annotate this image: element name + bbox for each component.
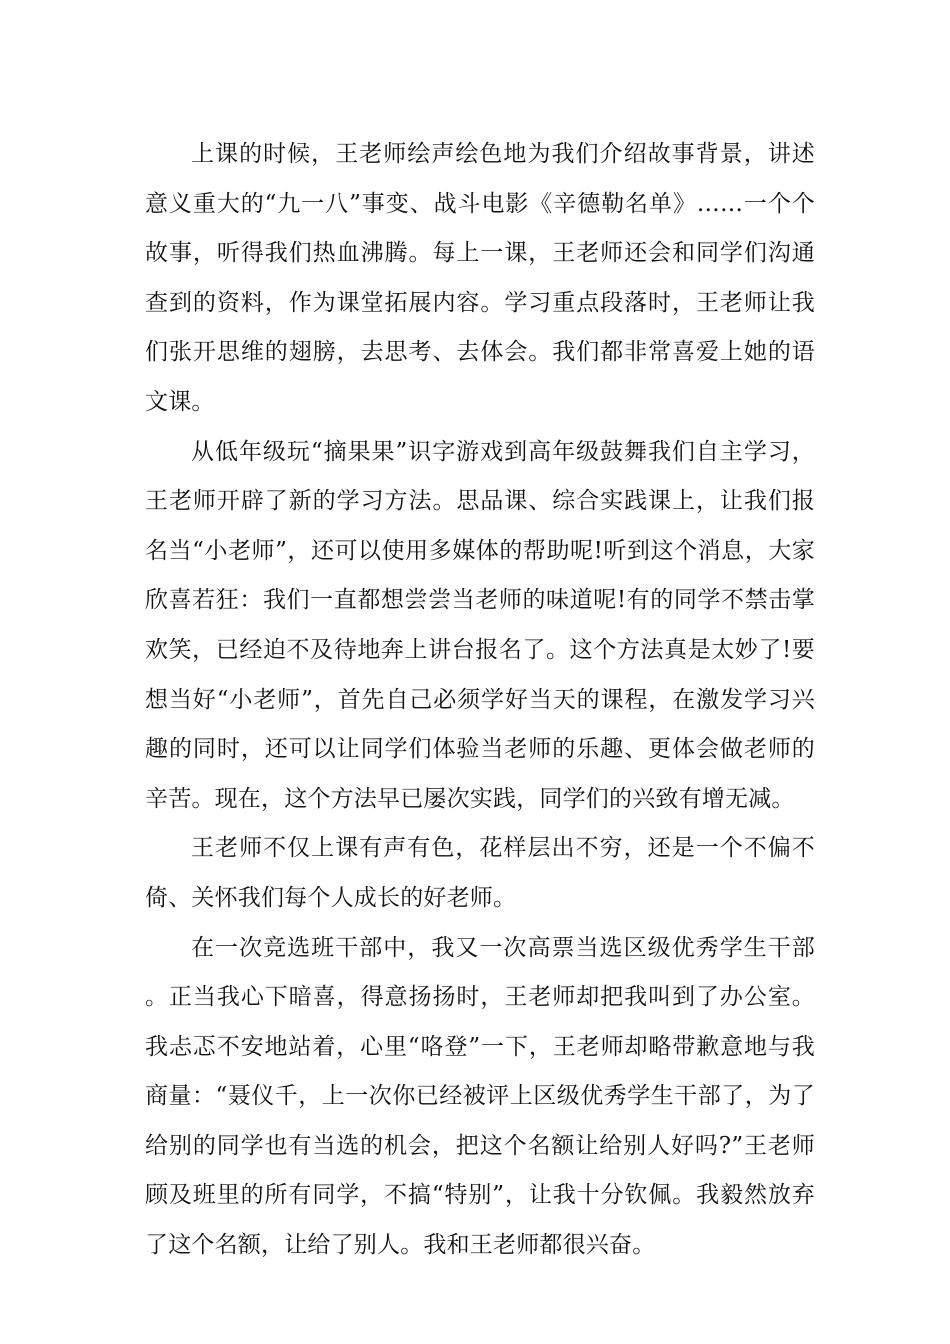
paragraph-lesson-stories: 上课的时候，王老师绘声绘色地为我们介绍故事背景，讲述意义重大的“九一八”事变、战斗电影《辛德勒名单》……一个个故事，听得我们热血沸腾。每上一课，王老师还会和同学们沟通查到的资料，作为课堂拓展内容。学习重点段落时，王老师让我们张开思维的翅膀，去思考、去体会。我们都非常喜爱上她的语文课。 (145, 141, 815, 415)
paragraph-little-teacher: 从低年级玩“摘果果”识字游戏到高年级鼓舞我们自主学习，王老师开辟了新的学习方法。思品课、综合实践课上，让我们报名当“小老师”，还可以使用多媒体的帮助呢!听到这个消息，大家欣喜若狂：我们一直都想尝尝当老师的味道呢!有的同学不禁击掌欢笑，已经迫不及待地奔上讲台报名了。这个方法真是太妙了!要想当好“小老师”，首先自己必须学好当天的课程，在激发学习兴趣的同时，还可以让同学们体验当老师的乐趣、更体会做老师的辛苦。现在，这个方法早已屡次实践，同学们的兴致有增无减。 (145, 438, 815, 812)
paragraph-fair-teacher: 王老师不仅上课有声有色，花样层出不穷，还是一个不偏不倚、关怀我们每个人成长的好老师。 (145, 835, 815, 911)
paragraph-class-election: 在一次竞选班干部中，我又一次高票当选区级优秀学生干部。正当我心下暗喜，得意扬扬时，王老师却把我叫到了办公室。我忐忑不安地站着，心里“咯登”一下，王老师却略带歉意地与我商量：“聂仪千，上一次你已经被评上区级优秀学生干部了，为了给别的同学也有当选的机会，把这个名额让给别人好吗?”王老师顾及班里的所有同学，不搞“特别”，让我十分钦佩。我毅然放弃了这个名额，让给了别人。我和王老师都很兴奋。 (145, 934, 815, 1259)
document-page (145, 130, 815, 1271)
